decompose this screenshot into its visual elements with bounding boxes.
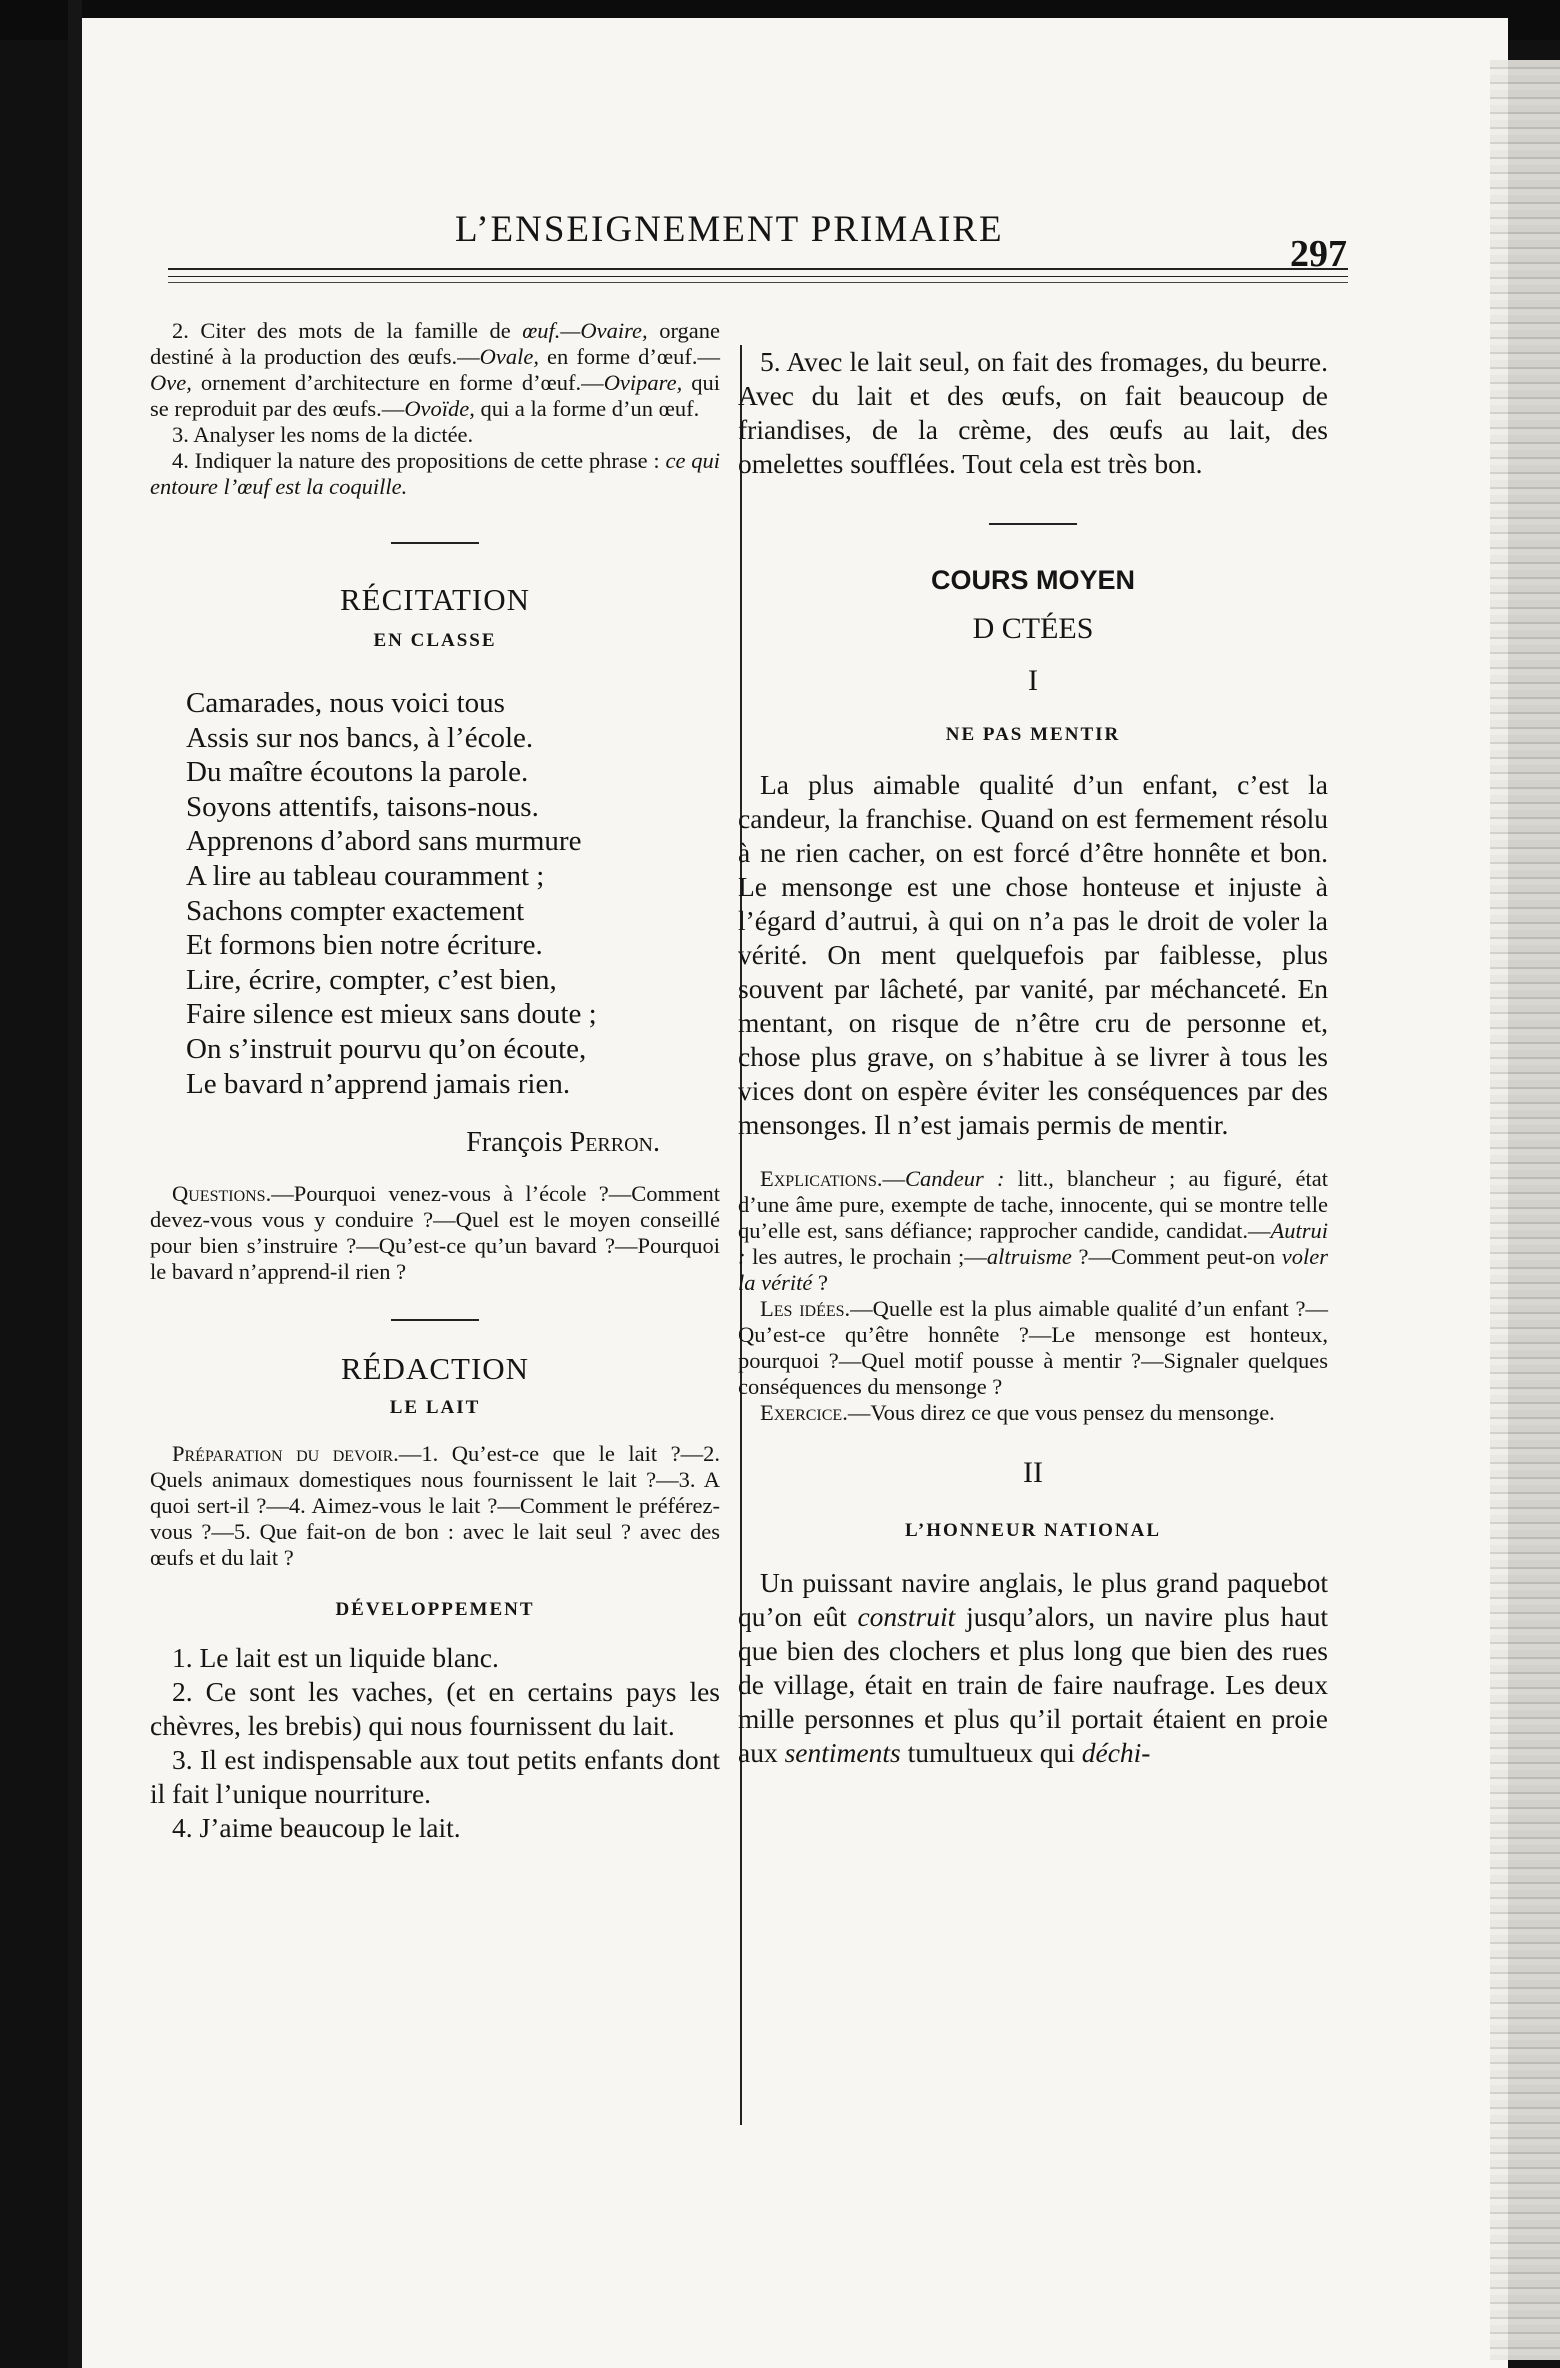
recitation-subtitle: EN CLASSE	[373, 630, 497, 651]
poem-line: Le bavard n’apprend jamais rien.	[186, 1067, 571, 1100]
poem-line: Lire, écrire, compter, c’est bien,	[186, 963, 557, 996]
developpement-item-1: 1. Le lait est un liquide blanc.	[172, 1642, 499, 1674]
left-column	[150, 318, 720, 1845]
developpement-item-4: 4. J’aime beaucoup le lait.	[172, 1812, 461, 1844]
poem-line: Camarades, nous voici tous	[186, 687, 505, 719]
poem-author: François Perron.	[466, 1127, 660, 1159]
dictee-explications: Explications.—Candeur : litt., blancheur ; au figuré, état d’une âme pure, exempte de tache, innocente, qui se montre telle qu’elle est, sans défiance; rapprocher candide, candidat.—Autrui : les autres, le prochain ;—altruisme ?—Comment peut-on voler la vérité ?	[738, 1166, 1328, 1295]
dictee-numeral: I	[1028, 664, 1038, 697]
poem	[150, 686, 720, 1101]
header-rule	[168, 276, 1348, 277]
page-number: 297	[1290, 233, 1347, 275]
header-rule	[168, 282, 1348, 283]
poem-line: On s’instruit pourvu qu’on écoute,	[186, 1032, 587, 1065]
developpement-item-3: 3. Il est indispensable aux tout petits enfants dont il fait l’unique nourriture.	[150, 1744, 720, 1810]
dictee-text: La plus aimable qualité d’un enfant, c’est la candeur, la franchise. Quand on est fermement résolu à ne rien cacher, on est forcé d’être honnête et bon. Le mensonge est une chose honteuse et injuste à l’égard d’autrui, à qui on n’a pas le droit de voler la vérité. On ment quelquefois par faiblesse, plus souvent par lâcheté, par vanité, par méchanceté. En mentant, on risque de n’être cru de personne et, chose plus grave, on s’habitue à se livrer à tous les vices dont on espère éviter les conséquences par des mensonges. Il n’est jamais permis de mentir.	[738, 769, 1328, 1140]
dictee-exercice: Exercice.—Vous direz ce que vous pensez du mensonge.	[760, 1400, 1275, 1425]
scan-gutter	[68, 0, 82, 2368]
exercise-item-4: 4. Indiquer la nature des propositions de cette phrase : ce qui entoure l’œuf est la coquille.	[150, 448, 720, 499]
section-title: COURS MOYEN	[930, 565, 1136, 595]
poem-line: Soyons attentifs, taisons-nous.	[186, 790, 539, 823]
redaction-subtitle: LE LAIT	[389, 1397, 481, 1419]
poem-line: Apprenons d’abord sans murmure	[186, 825, 582, 858]
dictees-title: D CTÉES	[972, 612, 1094, 645]
poem-line: A lire au tableau couramment ;	[186, 859, 545, 892]
dictee-subtitle: NE PAS MENTIR	[945, 724, 1121, 745]
dictee-subtitle: L’HONNEUR NATIONAL	[904, 1520, 1162, 1541]
developpement-title: DÉVELOPPEMENT	[335, 1599, 535, 1621]
dictee-idees: Les idées.—Quelle est la plus aimable qualité d’un enfant ?—Qu’est-ce qu’être honnête ?—Le mensonge est honteux, pourquoi ?—Quel motif pousse à mentir ?—Signaler quelques conséquences du mensonge ?	[738, 1296, 1328, 1399]
exercise-item-2: 2. Citer des mots de la famille de œuf.—Ovaire, organe destiné à la production des œufs.—Ovale, en forme d’œuf.—Ove, ornement d’architecture en forme d’œuf.—Ovipare, qui se reproduit par des œufs.—Ovoïde, qui a la forme d’un œuf.	[150, 318, 721, 421]
dictee-numeral: II	[1023, 1456, 1043, 1489]
header-rule	[168, 268, 1348, 270]
redaction-title: RÉDACTION	[340, 1351, 530, 1387]
right-column	[738, 345, 1328, 1770]
poem-line: Faire silence est mieux sans doute ;	[186, 998, 597, 1031]
page-edge	[1490, 60, 1560, 2360]
poem-line: Assis sur nos bancs, à l’école.	[186, 721, 534, 754]
developpement-item-5: 5. Avec le lait seul, on fait des fromages, du beurre. Avec du lait et des œufs, on fait beaucoup de friandises, de la crème, des œufs au lait, des omelettes soufflées. Tout cela est très bon.	[738, 346, 1328, 479]
poem-line: Et formons bien notre écriture.	[186, 929, 543, 962]
exercise-item-3: 3. Analyser les noms de la dictée.	[172, 422, 474, 447]
poem-line: Du maître écoutons la parole.	[186, 756, 529, 789]
dictee-text: Un puissant navire anglais, le plus grand paquebot qu’on eût construit jusqu’alors, un navire plus haut que bien des clochers et plus long que bien des rues de village, était en train de faire naufrage. Les deux mille personnes et plus qu’il portait étaient en proie aux sentiments tumultueux qui déchi-	[738, 1567, 1328, 1768]
poem-line: Sachons compter exactement	[186, 894, 525, 927]
recitation-questions: Questions.—Pourquoi venez-vous à l’école ?—Comment devez-vous vous y conduire ?—Quel est le moyen conseillé pour bien s’instruire ?—Qu’est-ce qu’un bavard ?—Pourquoi le bavard n’apprend-il rien ?	[150, 1181, 720, 1285]
developpement-item-2: 2. Ce sont les vaches, (et en certains pays les chèvres, les brebis) qui nous fournissent du lait.	[150, 1676, 720, 1742]
recitation-title: RÉCITATION	[339, 582, 531, 617]
running-title: L’ENSEIGNEMENT PRIMAIRE	[455, 209, 1004, 250]
redaction-preparation: Préparation du devoir.—1. Qu’est-ce que le lait ?—2. Quels animaux domestiques nous fournissent le lait ?—3. A quoi sert-il ?—4. Aimez-vous le lait ?—Comment le préférez-vous ?—5. Que fait-on de bon : avec le lait seul ? avec des œufs et du lait ?	[150, 1441, 721, 1571]
